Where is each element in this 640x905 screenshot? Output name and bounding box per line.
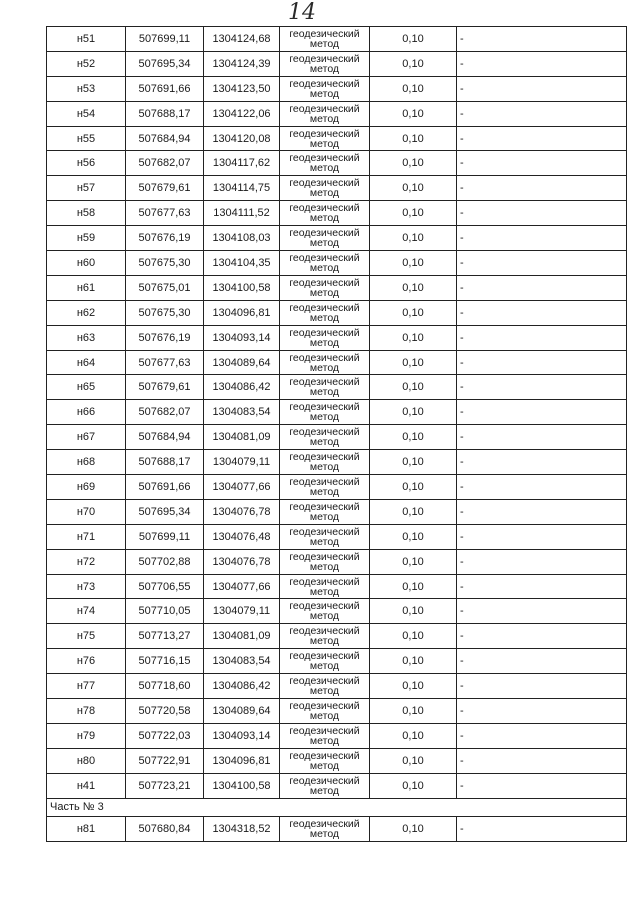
note-cell: - [457,524,627,549]
section-row [47,798,627,816]
table-row [47,599,627,624]
note-cell: - [457,599,627,624]
method-cell: геодезический метод [280,151,370,176]
method-cell: геодезический метод [280,27,370,52]
y-coordinate-cell: 1304124,39 [204,51,280,76]
section-row-group [47,798,627,816]
table-row [47,226,627,251]
x-coordinate-cell: 507688,17 [126,450,204,475]
table-row [47,201,627,226]
accuracy-cell: 0,10 [370,816,457,841]
y-coordinate-cell: 1304093,14 [204,723,280,748]
x-coordinate-cell: 507718,60 [126,674,204,699]
y-coordinate-cell: 1304081,09 [204,425,280,450]
x-coordinate-cell: 507722,91 [126,748,204,773]
note-cell: - [457,450,627,475]
accuracy-cell: 0,10 [370,350,457,375]
method-cell: геодезический метод [280,300,370,325]
y-coordinate-cell: 1304111,52 [204,201,280,226]
table-row [47,176,627,201]
point-id-cell: н74 [47,599,126,624]
x-coordinate-cell: 507702,88 [126,549,204,574]
note-cell: - [457,27,627,52]
point-id-cell: н80 [47,748,126,773]
point-id-cell: н41 [47,773,126,798]
point-id-cell: н59 [47,226,126,251]
y-coordinate-cell: 1304083,54 [204,400,280,425]
method-cell: геодезический метод [280,699,370,724]
note-cell: - [457,499,627,524]
table-row [47,425,627,450]
accuracy-cell: 0,10 [370,723,457,748]
x-coordinate-cell: 507676,19 [126,325,204,350]
point-id-cell: н57 [47,176,126,201]
x-coordinate-cell: 507713,27 [126,624,204,649]
y-coordinate-cell: 1304122,06 [204,101,280,126]
method-cell: геодезический метод [280,649,370,674]
note-cell: - [457,101,627,126]
method-cell: геодезический метод [280,226,370,251]
method-cell: геодезический метод [280,450,370,475]
coordinates-table-body-part3 [47,816,627,841]
method-cell: геодезический метод [280,674,370,699]
accuracy-cell: 0,10 [370,450,457,475]
table-row [47,624,627,649]
accuracy-cell: 0,10 [370,624,457,649]
accuracy-cell: 0,10 [370,773,457,798]
x-coordinate-cell: 507682,07 [126,151,204,176]
x-coordinate-cell: 507691,66 [126,76,204,101]
note-cell: - [457,624,627,649]
accuracy-cell: 0,10 [370,649,457,674]
note-cell: - [457,251,627,276]
note-cell: - [457,201,627,226]
accuracy-cell: 0,10 [370,599,457,624]
x-coordinate-cell: 507699,11 [126,524,204,549]
y-coordinate-cell: 1304100,58 [204,773,280,798]
coordinates-table [46,26,627,842]
method-cell: геодезический метод [280,748,370,773]
x-coordinate-cell: 507722,03 [126,723,204,748]
point-id-cell: н79 [47,723,126,748]
point-id-cell: н63 [47,325,126,350]
y-coordinate-cell: 1304076,48 [204,524,280,549]
point-id-cell: н58 [47,201,126,226]
y-coordinate-cell: 1304083,54 [204,649,280,674]
x-coordinate-cell: 507677,63 [126,201,204,226]
method-cell: геодезический метод [280,524,370,549]
note-cell: - [457,176,627,201]
accuracy-cell: 0,10 [370,375,457,400]
x-coordinate-cell: 507688,17 [126,101,204,126]
x-coordinate-cell: 507675,30 [126,251,204,276]
accuracy-cell: 0,10 [370,226,457,251]
note-cell: - [457,325,627,350]
y-coordinate-cell: 1304089,64 [204,350,280,375]
point-id-cell: н61 [47,275,126,300]
table-row [47,375,627,400]
x-coordinate-cell: 507710,05 [126,599,204,624]
point-id-cell: н81 [47,816,126,841]
note-cell: - [457,723,627,748]
coordinates-table-body [47,27,627,799]
accuracy-cell: 0,10 [370,499,457,524]
y-coordinate-cell: 1304114,75 [204,176,280,201]
y-coordinate-cell: 1304076,78 [204,549,280,574]
table-row [47,723,627,748]
point-id-cell: н64 [47,350,126,375]
y-coordinate-cell: 1304076,78 [204,499,280,524]
method-cell: геодезический метод [280,350,370,375]
table-row [47,773,627,798]
method-cell: геодезический метод [280,816,370,841]
accuracy-cell: 0,10 [370,275,457,300]
table-row [47,101,627,126]
method-cell: геодезический метод [280,201,370,226]
point-id-cell: н78 [47,699,126,724]
note-cell: - [457,76,627,101]
y-coordinate-cell: 1304079,11 [204,599,280,624]
method-cell: геодезический метод [280,499,370,524]
y-coordinate-cell: 1304081,09 [204,624,280,649]
table-row [47,816,627,841]
table-row [47,574,627,599]
note-cell: - [457,350,627,375]
method-cell: геодезический метод [280,251,370,276]
table-row [47,51,627,76]
accuracy-cell: 0,10 [370,201,457,226]
y-coordinate-cell: 1304077,66 [204,475,280,500]
y-coordinate-cell: 1304089,64 [204,699,280,724]
accuracy-cell: 0,10 [370,475,457,500]
y-coordinate-cell: 1304093,14 [204,325,280,350]
method-cell: геодезический метод [280,723,370,748]
point-id-cell: н65 [47,375,126,400]
note-cell: - [457,126,627,151]
accuracy-cell: 0,10 [370,101,457,126]
note-cell: - [457,51,627,76]
table-row [47,300,627,325]
point-id-cell: н73 [47,574,126,599]
accuracy-cell: 0,10 [370,126,457,151]
accuracy-cell: 0,10 [370,325,457,350]
y-coordinate-cell: 1304079,11 [204,450,280,475]
method-cell: геодезический метод [280,76,370,101]
point-id-cell: н70 [47,499,126,524]
table-row [47,76,627,101]
note-cell: - [457,151,627,176]
x-coordinate-cell: 507677,63 [126,350,204,375]
table-row [47,251,627,276]
table-row [47,151,627,176]
method-cell: геодезический метод [280,51,370,76]
method-cell: геодезический метод [280,624,370,649]
y-coordinate-cell: 1304120,08 [204,126,280,151]
point-id-cell: н67 [47,425,126,450]
method-cell: геодезический метод [280,773,370,798]
y-coordinate-cell: 1304318,52 [204,816,280,841]
x-coordinate-cell: 507675,01 [126,275,204,300]
table-row [47,325,627,350]
note-cell: - [457,549,627,574]
method-cell: геодезический метод [280,375,370,400]
y-coordinate-cell: 1304100,58 [204,275,280,300]
accuracy-cell: 0,10 [370,151,457,176]
note-cell: - [457,574,627,599]
x-coordinate-cell: 507695,34 [126,499,204,524]
method-cell: геодезический метод [280,176,370,201]
table-row [47,27,627,52]
y-coordinate-cell: 1304108,03 [204,226,280,251]
note-cell: - [457,649,627,674]
method-cell: геодезический метод [280,325,370,350]
y-coordinate-cell: 1304096,81 [204,748,280,773]
note-cell: - [457,226,627,251]
accuracy-cell: 0,10 [370,524,457,549]
y-coordinate-cell: 1304123,50 [204,76,280,101]
y-coordinate-cell: 1304096,81 [204,300,280,325]
point-id-cell: н53 [47,76,126,101]
y-coordinate-cell: 1304104,35 [204,251,280,276]
note-cell: - [457,300,627,325]
method-cell: геодезический метод [280,425,370,450]
note-cell: - [457,275,627,300]
accuracy-cell: 0,10 [370,251,457,276]
table-row [47,126,627,151]
note-cell: - [457,375,627,400]
point-id-cell: н72 [47,549,126,574]
accuracy-cell: 0,10 [370,51,457,76]
table-row [47,499,627,524]
x-coordinate-cell: 507699,11 [126,27,204,52]
point-id-cell: н56 [47,151,126,176]
point-id-cell: н62 [47,300,126,325]
note-cell: - [457,425,627,450]
point-id-cell: н52 [47,51,126,76]
x-coordinate-cell: 507684,94 [126,126,204,151]
table-row [47,275,627,300]
method-cell: геодезический метод [280,549,370,574]
accuracy-cell: 0,10 [370,27,457,52]
x-coordinate-cell: 507720,58 [126,699,204,724]
x-coordinate-cell: 507695,34 [126,51,204,76]
y-coordinate-cell: 1304077,66 [204,574,280,599]
point-id-cell: н69 [47,475,126,500]
method-cell: геодезический метод [280,400,370,425]
method-cell: геодезический метод [280,101,370,126]
accuracy-cell: 0,10 [370,425,457,450]
table-row [47,674,627,699]
method-cell: геодезический метод [280,574,370,599]
note-cell: - [457,400,627,425]
method-cell: геодезический метод [280,126,370,151]
note-cell: - [457,699,627,724]
accuracy-cell: 0,10 [370,300,457,325]
point-id-cell: н60 [47,251,126,276]
method-cell: геодезический метод [280,475,370,500]
accuracy-cell: 0,10 [370,674,457,699]
table-row [47,524,627,549]
note-cell: - [457,674,627,699]
x-coordinate-cell: 507716,15 [126,649,204,674]
point-id-cell: н51 [47,27,126,52]
note-cell: - [457,748,627,773]
table-row [47,450,627,475]
point-id-cell: н54 [47,101,126,126]
point-id-cell: н77 [47,674,126,699]
point-id-cell: н75 [47,624,126,649]
table-row [47,699,627,724]
method-cell: геодезический метод [280,599,370,624]
accuracy-cell: 0,10 [370,574,457,599]
accuracy-cell: 0,10 [370,699,457,724]
x-coordinate-cell: 507679,61 [126,375,204,400]
y-coordinate-cell: 1304117,62 [204,151,280,176]
x-coordinate-cell: 507676,19 [126,226,204,251]
x-coordinate-cell: 507684,94 [126,425,204,450]
table-row [47,748,627,773]
x-coordinate-cell: 507680,84 [126,816,204,841]
x-coordinate-cell: 507691,66 [126,475,204,500]
point-id-cell: н66 [47,400,126,425]
point-id-cell: н76 [47,649,126,674]
note-cell: - [457,475,627,500]
accuracy-cell: 0,10 [370,748,457,773]
point-id-cell: н68 [47,450,126,475]
y-coordinate-cell: 1304086,42 [204,375,280,400]
accuracy-cell: 0,10 [370,549,457,574]
accuracy-cell: 0,10 [370,400,457,425]
y-coordinate-cell: 1304124,68 [204,27,280,52]
note-cell: - [457,816,627,841]
x-coordinate-cell: 507723,21 [126,773,204,798]
table-row [47,549,627,574]
x-coordinate-cell: 507675,30 [126,300,204,325]
table-row [47,475,627,500]
point-id-cell: н71 [47,524,126,549]
table-row [47,649,627,674]
page-number: 14 [288,0,316,25]
accuracy-cell: 0,10 [370,76,457,101]
section-label: Часть № 3 [47,798,627,816]
table-row [47,350,627,375]
y-coordinate-cell: 1304086,42 [204,674,280,699]
method-cell: геодезический метод [280,275,370,300]
accuracy-cell: 0,10 [370,176,457,201]
x-coordinate-cell: 507679,61 [126,176,204,201]
point-id-cell: н55 [47,126,126,151]
x-coordinate-cell: 507682,07 [126,400,204,425]
note-cell: - [457,773,627,798]
x-coordinate-cell: 507706,55 [126,574,204,599]
table-row [47,400,627,425]
